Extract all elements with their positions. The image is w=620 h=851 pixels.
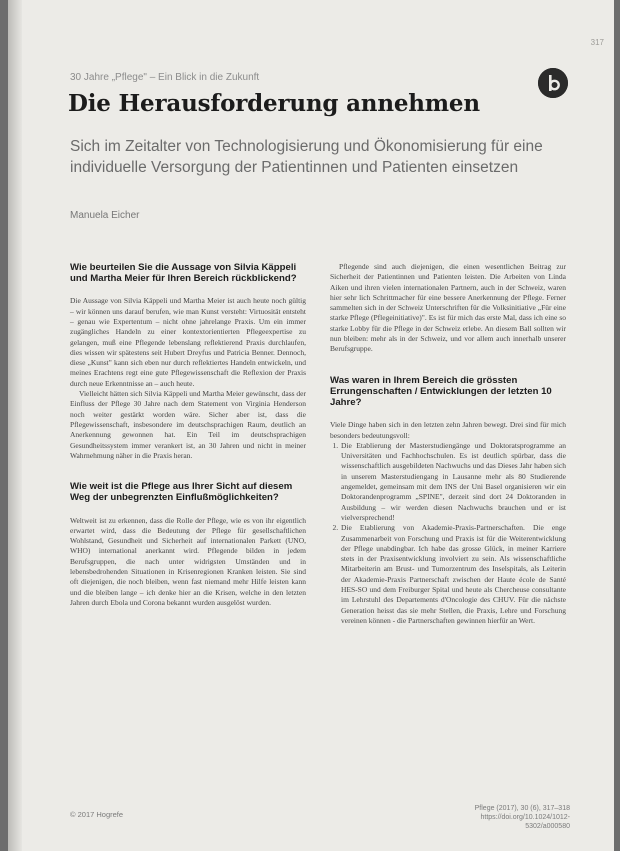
paragraph: Vielleicht hätten sich Silvia Käppeli und Martha Meier gewünscht, dass der Einfluss der Pflege 30 Jahre nach dem Statement von Virginia Henderson noch weiter gestärkt worden wäre. Sicher aber ist, dass die Pflegewissenschaft, insbesondere im deutschsprachigen Raum, deutlich an Anerkennung gewonnen hat. Ein Teil im deutschsprachigen Gesundheitssystem immer verankert ist, an 30 Jahren und nicht in meiner Wahrnehmung näher in die Praxis heran. <box>70 389 306 460</box>
article-subtitle: Sich im Zeitalter von Technologisierung und Ökonomisierung für eine individuelle Versorgung der Patientinnen und Patienten einsetzen <box>70 138 543 176</box>
achievements-list <box>330 441 566 626</box>
paragraph: Pflegende sind auch diejenigen, die einen wesentlichen Beitrag zur Sicherheit der Patientinnen und Patienten leisten. Die Arbeiten von Linda Aiken und ihren vielen internationalen Partnern, auch in der Schweiz, waren hier sehr lich Schrittmacher für eine bessere Anerkennung der Pflege. Ferner sammelten sich in der Schweiz Unterschriften für die Volksinitiative „Für eine starke Pflege (Pflegeinitiative)". Es ist für mich das erste Mal, dass ich eine so starke Lobby für die Pflege in der Schweiz erlebe. An diesem Ball sollten wir nun bleiben: mehr als in der Schweiz, und vor allem auch innerhalb unserer Berufsgruppe. <box>330 262 566 354</box>
question-heading: Was waren in Ihrem Bereich die grössten Errungenschaften / Entwicklungen der letzten 10 Jahre? <box>330 374 552 409</box>
citation-line: Pflege (2017), 30 (6), 317–318 <box>474 805 570 812</box>
series-label: 30 Jahre „Pflege" – Ein Blick in die Zukunft <box>70 72 260 83</box>
copyright-footer: © 2017 Hogrefe <box>70 810 124 819</box>
question-heading: Wie beurteilen Sie die Aussage von Silvia Käppeli und Martha Meier für Ihren Bereich rückblickend? <box>70 262 297 285</box>
paragraph: Weltweit ist zu erkennen, dass die Rolle der Pflege, wie es von ihr eigentlich erwartet wird, dass die Bedeutung der Pflege für gesellschaftlichen Wohlstand, Gesundheit und Sicherheit auf internationalen Parkett (UNO, WHO) international anerkannt wird. Pflegende bilden in jedem Berufsgruppen, die nach unter widrigsten Umständen und in lebensbedrohenden Situationen in Krisenregionen Kranken leisten. Sie sind oft diejenigen, die noch bleiben, wenn fast niemand mehr Hilfe leisten kann und die bleiben lange – ich denke hier an die Krisen, welche in den letzten Jahren durch Ebola und Corona bekannt wurden ausgelöst wurden. <box>70 515 306 607</box>
publisher-logo-icon <box>538 68 568 98</box>
paragraph: Die Aussage von Silvia Käppeli und Martha Meier ist auch heute noch gültig – wir können uns darauf berufen, wie man Kunst versteht: Virtuosität entsteht – genau wie Expertentum – nicht ohne jahrelange Praxis. Um ein immer zugängliches Handeln zu einer kontextorientierten Pflegeexpertise zu gelangen, muß eine Pflegende lebenslang reflektierend Praxis durchlaufen, dies wissen wir spätestens seit Hubert Dreyfus und Patricia Benner. Dennoch, diese „Kunst" kann sich eben nur durch reflektiertes Handeln entwickeln, und meines Erachtens regt eine gute Pflegewissenschaft die Reflexion der Praxis durch neue Erkenntnisse an – auch heute. <box>70 296 306 388</box>
question-heading: Wie weit ist die Pflege aus Ihrer Sicht auf diesem Weg der unbegrenzten Einflußmöglichkeiten? <box>70 481 293 504</box>
doi-link[interactable]: https://doi.org/10.1024/1012-5302/a000580 <box>480 814 570 830</box>
logo-glyph <box>538 68 568 98</box>
left-column <box>70 262 306 608</box>
paragraph: Viele Dinge haben sich in den letzten zehn Jahren bewegt. Drei sind für mich besonders bedeutungsvoll: <box>330 420 566 440</box>
author-name: Manuela Eicher <box>70 210 140 221</box>
list-item: 1. Die Etablierung der Masterstudiengänge und Doktoratsprogramme an Universitäten und Fachhochschulen. Es ist deutlich spürbar, dass die wissenschaftlich ausgebildeten Nachwuchs und das Dieses Jahr haben sich in unserem Masterstudiengang in Lausanne mehr als 80 Studierende angemeldet, gemeinsam mit dem INS der Uni Basel organisieren wir ein Doktorandenprogramm „SPINE", derzeit sind dort 24 Doktoranden in Ausbildung – wir werden diesen Nachwuchs brauchen und er ist vielversprechend! <box>340 441 566 523</box>
citation-footer <box>442 804 570 831</box>
list-item: 2. Die Etablierung von Akademie-Praxis-Partnerschaften. Die enge Zusammenarbeit von Forschung und Praxis ist für die Weiterentwicklung der Pflege unabdingbar. Ich habe das grosse Glück, in meiner Karriere stets in der Praxisentwicklung involviert zu sein. Als wissenschaftliche Mitarbeiterin am Brust- und Tumorzentrum des Inselspitals, als Leiterin der Akademie-Praxis Partnerschaft zwischen der Haute école de Santé HES-SO und dem Freiburger Spital und heute als Chercheuse consultante im Lehrstuhl des Departements d'Oncologie des CHUV. Für die nächste Generation heisst das sie mehr Stellen, die Praxis, Lehre und Forschung vereinen können - die Partnerschaften gewinnen hierfür an Wert. <box>340 523 566 626</box>
article-title: Die Herausforderung annehmen <box>68 90 480 117</box>
right-column <box>330 262 566 626</box>
page-number: 317 <box>590 38 604 47</box>
journal-page <box>8 0 614 851</box>
